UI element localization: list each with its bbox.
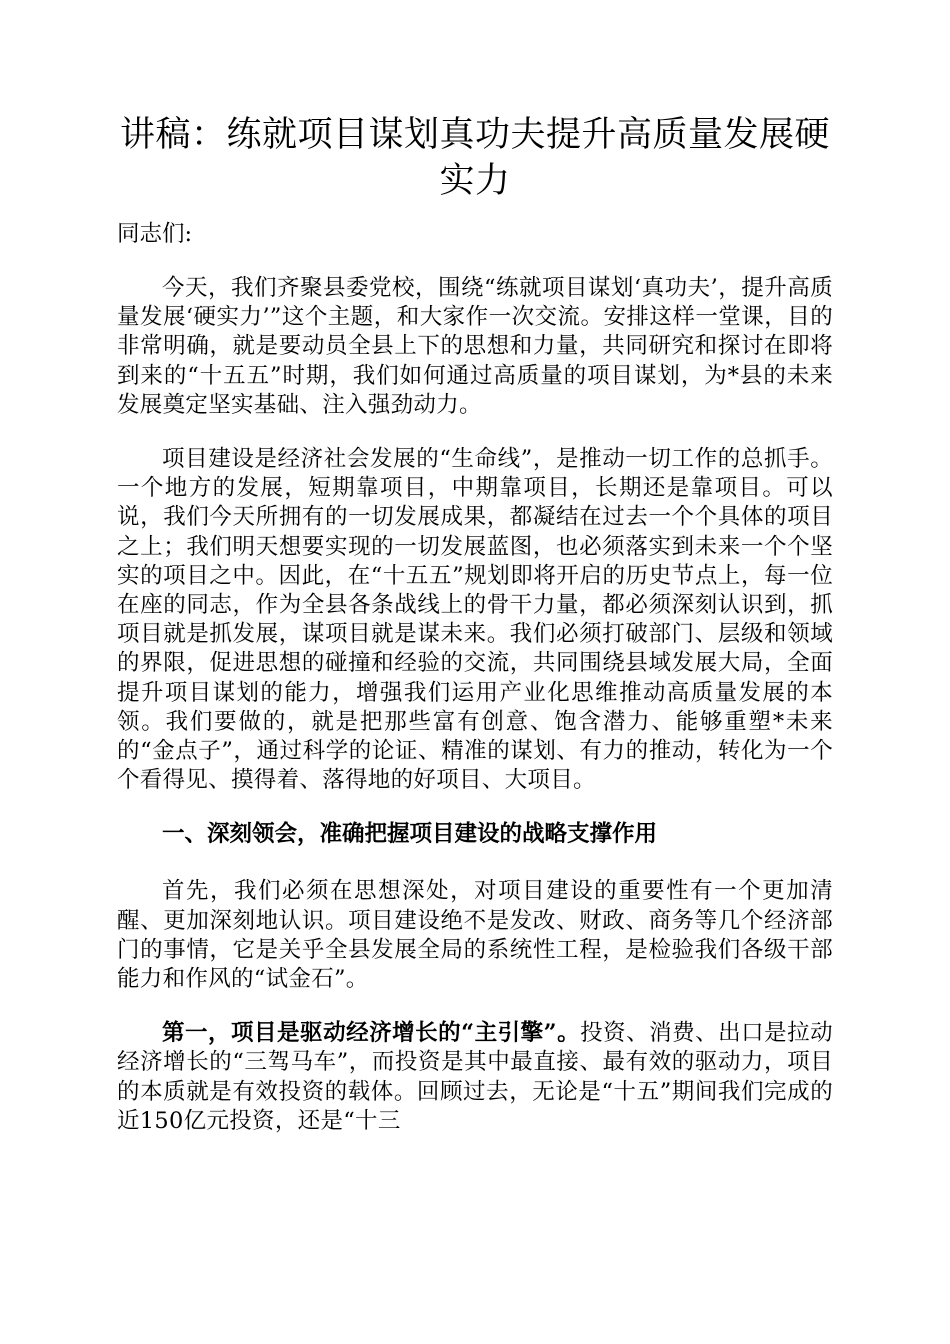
- document-page: [117, 112, 833, 1161]
- point-1-lead: 第一，项目是驱动经济增长的“主引擎”。: [162, 1020, 581, 1047]
- section-heading-1: 一、深刻领会，准确把握项目建设的战略支撑作用: [162, 821, 658, 848]
- salutation: 同志们:: [117, 221, 193, 247]
- paragraph-project-lifeline: 项目建设是经济社会发展的“生命线”，是推动一切工作的总抓手。一个地方的发展，短期靠项目，中期靠项目，长期还是靠项目。可以说，我们今天所拥有的一切发展成果，都凝结在过去一个个具体的项目之上；我们明天想要实现的一切发展蓝图，也必须落实到未来一个个坚实的项目之中。因此，在“十五五”规划即将开启的历史节点上，每一位在座的同志，作为全县各条战线上的骨干力量，都必须深刻认识到，抓项目就是抓发展，谋项目就是谋未来。我们必须打破部门、层级和领域的界限，促进思想的碰撞和经验的交流，共同围绕县域发展大局，全面提升项目谋划的能力，增强我们运用产业化思维推动高质量发展的本领。我们要做的，就是把那些富有创意、饱含潜力、能够重塑*未来的“金点子”，通过科学的论证、精准的谋划、有力的推动，转化为一个个看得见、摸得着、落得地的好项目、大项目。: [117, 446, 833, 794]
- section-1-intro: 首先，我们必须在思想深处，对项目建设的重要性有一个更加清醒、更加深刻地认识。项目建设绝不是发改、财政、商务等几个经济部门的事情，它是关乎全县发展全局的系统性工程，是检验我们各级干部能力和作风的“试金石”。: [117, 878, 833, 993]
- paragraph-intro: 今天，我们齐聚县委党校，围绕“练就项目谋划‘真功夫’，提升高质量发展‘硬实力’”这个主题，和大家作一次交流。安排这样一堂课，目的非常明确，就是要动员全县上下的思想和力量，共同研究和探讨在即将到来的“十五五”时期，我们如何通过高质量的项目谋划，为*县的未来发展奠定坚实基础、注入强劲动力。: [117, 275, 833, 418]
- document-title: 讲稿：练就项目谋划真功夫提升高质量发展硬实力: [119, 115, 830, 201]
- section-1-point-1: [117, 1019, 833, 1136]
- point-1-text: 投资、消费、出口是拉动经济增长的“三驾马车”，而投资是其中最直接、最有效的驱动力，项目的本质就是有效投资的载体。回顾过去，无论是“十五”期间我们完成的近150亿元投资，还是“十三: [117, 1020, 833, 1134]
